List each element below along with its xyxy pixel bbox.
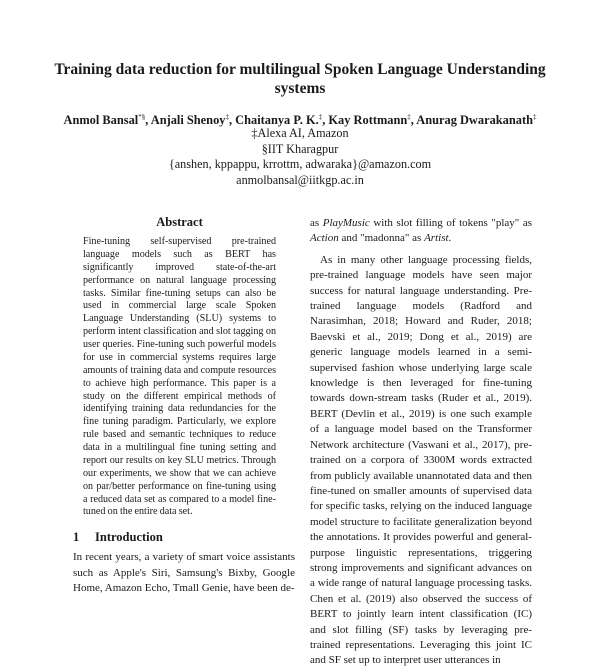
- author-email: anmolbansal@iitkgp.ac.in: [236, 172, 364, 187]
- author-mark: *§: [138, 113, 146, 121]
- abstract-text: Fine-tuning self-supervised pre-trained language models such as BERT has significantly improved state-of-the-art performance on natural language processing tasks. Similar fine-tuning setups can also be used in commercial large scale Spoken Language Understanding (SLU) systems to perform intent classification and slot tagging on user queries. Fine-tuning such powerful models for use in commercial systems requires large amounts of training data and compute resources to achieve high performance. This paper is a study on the different empirical methods of identifying training data redundancies for the fine tuning paradigm. Particularly, we explore rule based and semantic techniques to reduce data in a multilingual fine tuning setting and report our results on key SLU metrics. Through our experiments, we show that we can achieve on par/better performance on fine-tuning using a reduced data set as compared to a model fine-tuned on the entire data set.: [83, 236, 276, 518]
- affiliation-block: [40, 126, 560, 188]
- author-name: Kay Rottmann: [328, 113, 408, 128]
- section-heading-introduction: [73, 530, 163, 545]
- author-mark: ‡: [532, 113, 537, 121]
- author-mark: ‡: [225, 113, 229, 121]
- abstract-heading: Abstract: [156, 215, 203, 229]
- author-email: {anshen, kppappu, krrottm, adwaraka}@amazon.com: [168, 157, 432, 172]
- affiliation: ‡Alexa AI, Amazon: [251, 126, 349, 140]
- affiliation: §IIT Kharagpur: [261, 141, 339, 156]
- paper-title: Training data reduction for multilingual Spoken Language Understanding systems: [54, 61, 546, 97]
- introduction-text: In recent years, a variety of smart voice assistants such as Apple's Siri, Samsung's Bixby, Google Home, Amazon Echo, Tmall Genie, have been de-: [73, 551, 295, 595]
- author-name: Anjali Shenoy: [150, 113, 226, 128]
- right-column: [310, 216, 532, 669]
- section-number: 1: [73, 530, 80, 544]
- section-title: Introduction: [95, 530, 163, 544]
- author-mark: ‡: [407, 113, 411, 121]
- author-name: Anmol Bansal: [63, 113, 139, 128]
- author-mark: ‡: [318, 113, 323, 121]
- body-paragraph: As in many other language processing fields, pre-trained language models have seen major success for natural language understanding. Pre-trained language models (Radford and Narasimhan, 2018; Howard and Ruder, 2018; Baevski et al., 2019; Dong et al., 2019) are generic language models learned in a semi-supervised fashion whose underlying large scale knowledge is then leveraged for fine-tuning towards down-stream tasks (Ruder et al., 2019). BERT (Devlin et al., 2019) is one such example of a language model based on the Transformer Network architecture (Vaswani et al., 2017), pre-trained on a corpora of 3300M words extracted from publicly available unannotated data and then fine-tuned on smaller amounts of supervised data for specific tasks, relying on the induced language model structure to facilitate generalization beyond the annotations. It provides powerful and general-purpose linguistic representations, triggering strong improvements and significant advances on a wide range of natural language processing tasks. Chen et al. (2019) also observed the success of BERT to jointly learn intent classification (IC) and slot filling (SF) tasks by leveraging pre-trained representations. Leveraging this joint IC and SF set up to interpret user utterances in: [310, 253, 532, 667]
- abstract-section: [83, 215, 276, 519]
- author-list: Anmol Bansal*§, Anjali Shenoy‡, Chaitanya P. K.‡, Kay Rottmann‡, Anurag Dwarakanath‡: [63, 113, 537, 128]
- author-name: Chaitanya P. K.: [235, 113, 319, 128]
- continued-text: as PlayMusic with slot filling of tokens "play" as Action and "madonna" as Artist.: [310, 217, 532, 245]
- author-name: Anurag Dwarakanath: [416, 113, 533, 128]
